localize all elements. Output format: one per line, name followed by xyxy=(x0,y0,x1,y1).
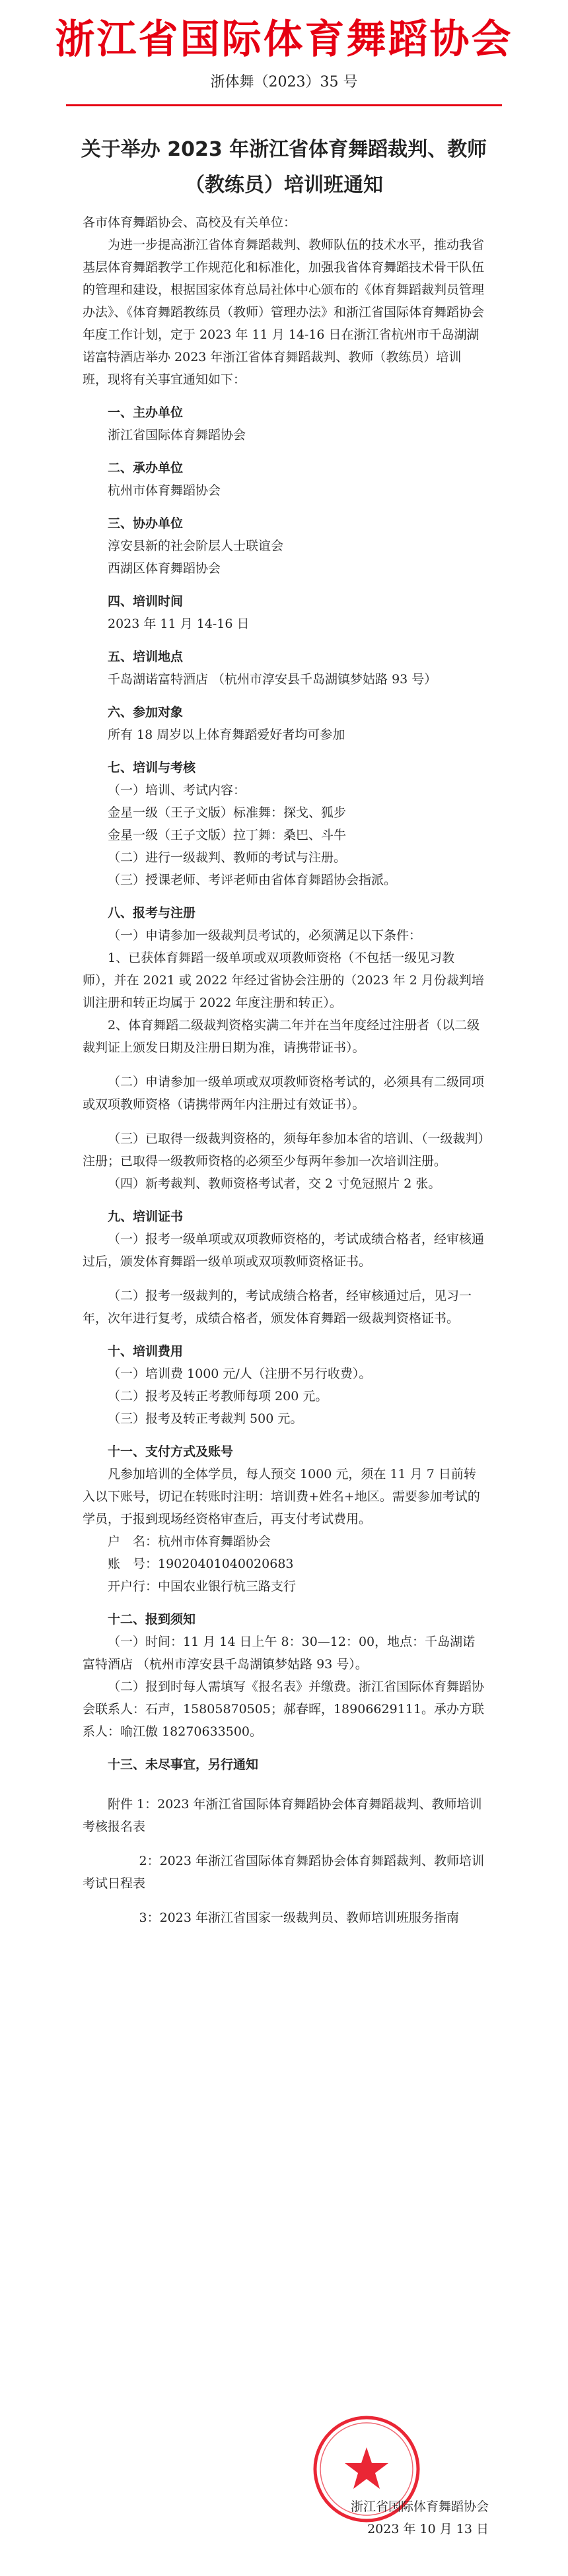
section-line: 凡参加培训的全体学员，每人预交 1000 元，须在 11 月 7 日前转入以下账号，切记在转账时注明：培训费+姓名+地区。需要参加考试的学员，于报到现场经资格审查后，再支付考试费用。 xyxy=(83,1467,480,1526)
section-line: （二）申请参加一级单项或双项教师资格考试的，必须具有二级同项或双项教师资格（请携带两年内注册过有效证书）。 xyxy=(83,1075,485,1112)
section-heading: 一、主办单位 xyxy=(108,405,184,420)
attachment-2: 2：2023 年浙江省国际体育舞蹈协会体育舞蹈裁判、教师培训考试日程表 xyxy=(83,1854,484,1891)
document-number: 浙体舞（2023）35 号 xyxy=(210,74,358,90)
section-heading: 十、培训费用 xyxy=(108,1344,184,1359)
signature-block xyxy=(291,2495,489,2540)
account-number: 账 号：19020401040020683 xyxy=(108,1557,294,1571)
salutation: 各市体育舞蹈协会、高校及有关单位： xyxy=(83,215,297,230)
section-line: （三）已取得一级裁判资格的，须每年参加本省的培训、（一级裁判）注册；已取得一级教师资格的必须至少每两年参加一次培训注册。 xyxy=(83,1132,485,1169)
section-line: （三）授课老师、考评老师由省体育舞蹈协会指派。 xyxy=(108,873,397,887)
section-line: （一）培训费 1000 元/人（注册不另行收费）。 xyxy=(108,1367,372,1381)
section-heading: 七、培训与考核 xyxy=(108,761,196,775)
section-line: （二）报到时每人需填写《报名表》并缴费。浙江省国际体育舞蹈协会联系人：石声，15805870505；郝春晖，18906629111。承办方联系人：喻江傲 18270633500。 xyxy=(83,1679,485,1739)
section-line: 西湖区体育舞蹈协会 xyxy=(108,561,221,576)
section-line: （二）进行一级裁判、教师的考试与注册。 xyxy=(108,850,347,865)
section-line: 金星一级（王子文版）标准舞：探戈、狐步 xyxy=(108,805,347,820)
section-line: 杭州市体育舞蹈协会 xyxy=(108,483,221,498)
red-divider xyxy=(66,104,502,106)
section-heading: 十二、报到须知 xyxy=(108,1612,196,1627)
signature-date: 2023 年 10 月 13 日 xyxy=(367,2522,489,2536)
org-header-title: 浙江省国际体育舞蹈协会 xyxy=(55,17,513,63)
section-line: 1、已获体育舞蹈一级单项或双项教师资格（不包括一级见习教师），并在 2021 或 2022 年经过省协会注册的（2023 年 2 月份裁判培训注册和转正均属于 2022 年度注册和转正）。 xyxy=(83,951,484,1010)
attachment-3: 3：2023 年浙江省国家一级裁判员、教师培训班服务指南 xyxy=(139,1911,459,1925)
section-heading: 九、培训证书 xyxy=(108,1209,184,1224)
section-line: （一）申请参加一级裁判员考试的，必须满足以下条件： xyxy=(108,928,422,943)
section-line: （四）新考裁判、教师资格考试者，交 2 寸免冠照片 2 张。 xyxy=(108,1176,441,1191)
signature-org: 浙江省国际体育舞蹈协会 xyxy=(350,2499,489,2514)
section-line: 所有 18 周岁以上体育舞蹈爱好者均可参加 xyxy=(108,728,345,742)
section-line: 千岛湖诺富特酒店 （杭州市淳安县千岛湖镇梦姑路 93 号） xyxy=(108,672,437,687)
section-line: （一）时间：11 月 14 日上午 8：30—12：00，地点：千岛湖诺富特酒店 （杭州市淳安县千岛湖镇梦姑路 93 号）。 xyxy=(83,1635,476,1672)
document-body xyxy=(83,211,485,1929)
section-line: （一）报考一级单项或双项教师资格的，考试成绩合格者，经审核通过后，颁发体育舞蹈一级单项或双项教师资格证书。 xyxy=(83,1232,485,1269)
section-heading: 三、协办单位 xyxy=(108,516,184,531)
section-line: 浙江省国际体育舞蹈协会 xyxy=(108,428,246,442)
section-heading: 十一、支付方式及账号 xyxy=(108,1444,234,1459)
attachment-1: 附件 1：2023 年浙江省国际体育舞蹈协会体育舞蹈裁判、教师培训考核报名表 xyxy=(83,1797,482,1834)
intro-paragraph: 为进一步提高浙江省体育舞蹈裁判、教师队伍的技术水平，推动我省基层体育舞蹈教学工作规范化和标准化，加强我省体育舞蹈技术骨干队伍的管理和建设，根据国家体育总局社体中心颁布的《体育舞蹈裁判员管理办法》、《体育舞蹈教练员（教师）管理办法》和浙江省国际体育舞蹈协会年度工作计划，定于 2023 年 11 月 14-16 日在浙江省杭州市千岛湖湖诺富特酒店举办 2023 年浙江省体育舞蹈裁判、教师（教练员）培训班，现将有关事宜通知如下： xyxy=(83,238,485,387)
section-heading: 六、参加对象 xyxy=(108,705,184,720)
section-heading: 五、培训地点 xyxy=(108,650,184,664)
section-line: 淳安县新的社会阶层人士联谊会 xyxy=(108,539,284,553)
section-line: （三）报考及转正考裁判 500 元。 xyxy=(108,1411,303,1426)
section-line: （二）报考及转正考教师每项 200 元。 xyxy=(108,1389,328,1404)
section-line: （二）报考一级裁判的，考试成绩合格者，经审核通过后，见习一年，次年进行复考，成绩合格者，颁发体育舞蹈一级裁判资格证书。 xyxy=(83,1289,472,1326)
section-heading: 十三、未尽事宜，另行通知 xyxy=(108,1757,259,1772)
section-line: 2023 年 11 月 14-16 日 xyxy=(108,617,250,631)
section-heading: 四、培训时间 xyxy=(108,594,184,609)
document-title: 关于举办 2023 年浙江省体育舞蹈裁判、教师（教练员）培训班通知 xyxy=(81,138,487,197)
section-heading: 二、承办单位 xyxy=(108,461,184,475)
section-heading: 八、报考与注册 xyxy=(108,906,196,920)
section-line: （一）培训、考试内容： xyxy=(108,783,246,797)
account-name: 户 名：杭州市体育舞蹈协会 xyxy=(108,1534,271,1549)
section-line: 金星一级（王子文版）拉丁舞：桑巴、斗牛 xyxy=(108,828,347,842)
account-bank: 开户行：中国农业银行杭三路支行 xyxy=(108,1579,297,1594)
section-line: 2、体育舞蹈二级裁判资格实满二年并在当年度经过注册者（以二级裁判证上颁发日期及注册日期为准，请携带证书）。 xyxy=(83,1018,480,1055)
